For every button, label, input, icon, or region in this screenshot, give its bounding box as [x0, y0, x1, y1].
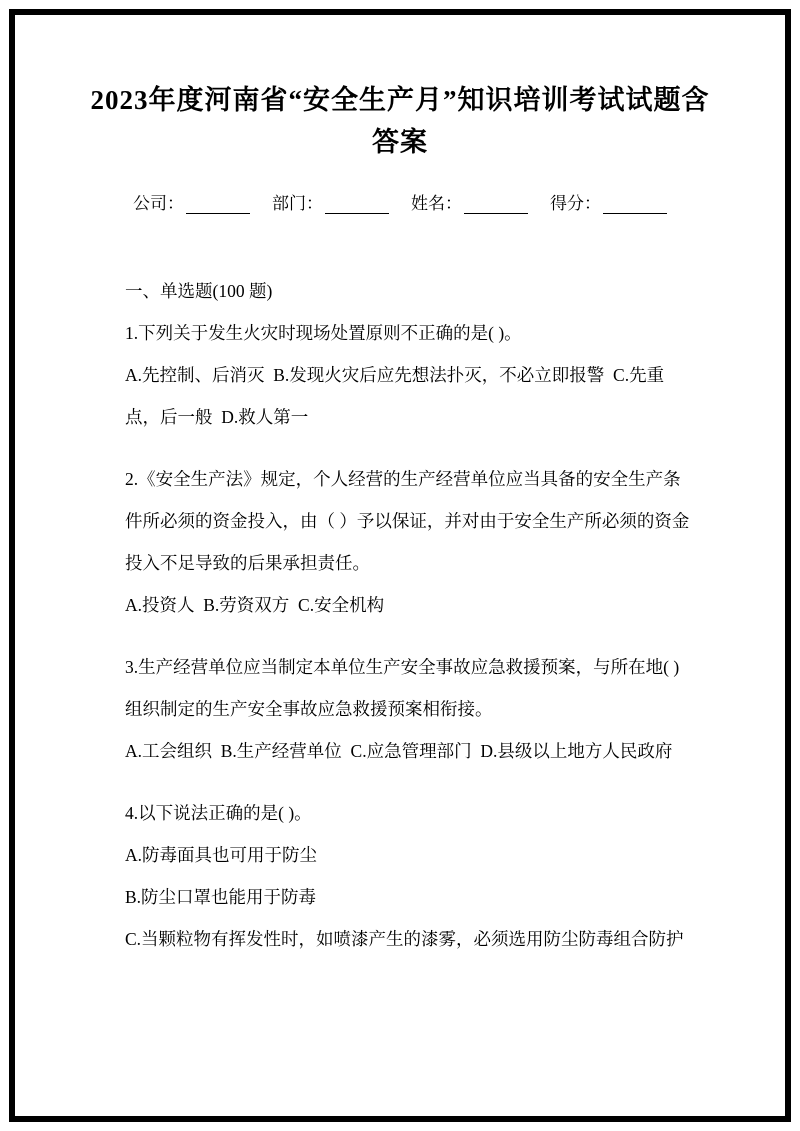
question-4-option-a: A.防毒面具也可用于防尘 [125, 845, 318, 865]
field-company-blank [186, 197, 250, 214]
question-1 [125, 312, 693, 438]
question-1-stem: 1.下列关于发生火灾时现场处置原则不正确的是( )。 [125, 323, 522, 343]
question-4-option-c: C.当颗粒物有挥发性时，如喷漆产生的漆雾，必须选用防尘防毒组合防护 [125, 929, 684, 949]
question-2-options: A.投资人 B.劳资双方 C.安全机构 [125, 595, 385, 615]
question-3-stem: 3.生产经营单位应当制定本单位生产安全事故应急救援预案，与所在地( )组织制定的生产安全事故应急救援预案相衔接。 [125, 657, 680, 719]
field-name-blank [464, 197, 528, 214]
question-2 [125, 458, 693, 626]
question-3 [125, 646, 693, 772]
header-fields [15, 189, 785, 214]
field-department [272, 189, 389, 214]
field-score-blank [603, 197, 667, 214]
question-4-stem: 4.以下说法正确的是( )。 [125, 803, 312, 823]
field-company [133, 189, 250, 214]
question-1-options: A.先控制、后消灭 B.发现火灾后应先想法扑灭，不必立即报警 C.先重点，后一般 D.救人第一 [125, 365, 665, 427]
question-3-options: A.工会组织 B.生产经营单位 C.应急管理部门 D.县级以上地方人民政府 [125, 741, 673, 761]
question-2-stem: 2.《安全生产法》规定，个人经营的生产经营单位应当具备的安全生产条件所必须的资金投入，由（ ）予以保证，并对由于安全生产所必须的资金投入不足导致的后果承担责任。 [125, 469, 690, 573]
exam-body [125, 270, 693, 960]
page-border [9, 9, 791, 1122]
field-company-label: 公司： [133, 194, 184, 213]
field-department-label: 部门： [272, 194, 323, 213]
field-department-blank [325, 197, 389, 214]
section-title: 一、单选题(100 题) [125, 281, 273, 301]
field-score-label: 得分： [550, 194, 601, 213]
question-4 [125, 792, 693, 960]
field-name-label: 姓名： [411, 194, 462, 213]
field-name [411, 189, 528, 214]
field-score [550, 189, 667, 214]
question-4-option-b: B.防尘口罩也能用于防毒 [125, 887, 317, 907]
page-title: 2023年度河南省“安全生产月”知识培训考试试题含答案 [90, 85, 710, 157]
